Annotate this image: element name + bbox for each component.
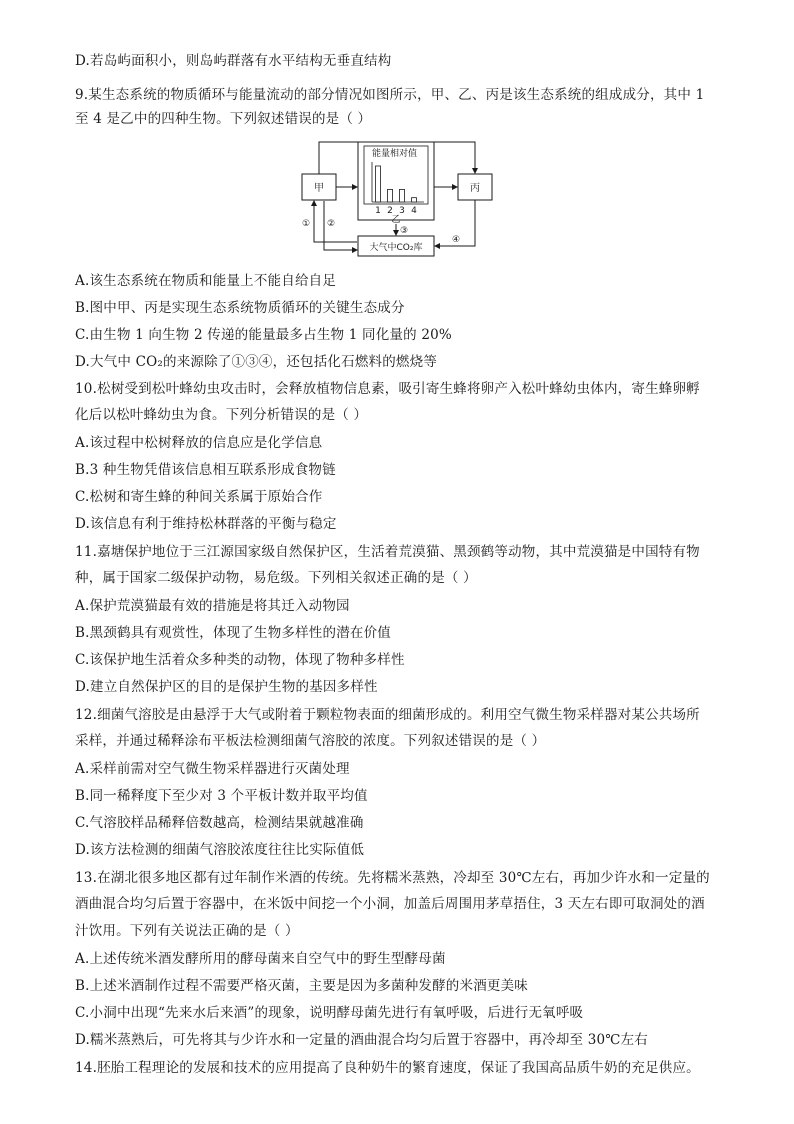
text-line: 14.胚胎工程理论的发展和技术的应用提高了良种奶牛的繁育速度，保证了我国高品质牛奶的充足供应。	[75, 1060, 700, 1076]
text-line: 化后以松叶蜂幼虫为食。下列分析错误的是（ ）	[75, 407, 368, 423]
arrow-2-label: ②	[327, 219, 336, 229]
text-line: D.该信息有利于维持松林群落的平衡与稳定	[75, 516, 337, 532]
text-line: C.松树和寄生蜂的种间关系属于原始合作	[75, 489, 323, 505]
text-line: C.小洞中出现“先来水后来酒”的现象，说明酵母菌先进行有氧呼吸，后进行无氧呼吸	[75, 1005, 584, 1021]
text-line: 12.细菌气溶胶是由悬浮于大气或附着于颗粒物表面的细菌形成的。利用空气微生物采样器对某公共场所	[75, 707, 700, 723]
energy-bar	[376, 166, 381, 202]
text-line: 种，属于国家二级保护动物，易危级。下列相关叙述正确的是（ ）	[75, 570, 477, 586]
text-line: 至 4 是乙中的四种生物。下列叙述错误的是（ ）	[75, 111, 372, 127]
energy-label: 能量相对值	[372, 149, 418, 159]
energy-bar	[388, 189, 393, 202]
text-line: 9.某生态系统的物质循环与能量流动的部分情况如图所示，甲、乙、丙是该生态系统的组成成分，其中 1	[75, 87, 705, 103]
text-line: C.由生物 1 向生物 2 传递的能量最多占生物 1 同化量的 20%	[75, 327, 452, 343]
bing-label: 丙	[470, 183, 480, 194]
x-tick: 1	[375, 206, 381, 216]
x-tick: 2	[387, 206, 393, 216]
text-line: B.同一稀释度下至少对 3 个平板计数并取平均值	[75, 788, 368, 804]
energy-bar	[400, 189, 405, 202]
text-line: 采样，并通过稀释涂布平板法检测细菌气溶胶的浓度。下列叙述错误的是（ ）	[75, 733, 546, 749]
arrow-1-label: ①	[302, 219, 311, 229]
arrow-4-label: ④	[452, 235, 461, 245]
text-line: A.上述传统米酒发酵所用的酵母菌来自空气中的野生型酵母菌	[75, 951, 446, 967]
text-line: B.图中甲、丙是实现生态系统物质循环的关键生态成分	[75, 300, 405, 316]
text-line: B.上述米酒制作过程不需要严格灭菌，主要是因为多菌种发酵的米酒更美味	[75, 978, 529, 994]
text-line: 汁饮用。下列有关说法正确的是（ ）	[75, 923, 299, 939]
text-line: 酒曲混合均匀后置于容器中，在米饭中间挖一个小洞，加盖后周围用茅草捂住，3 天左右即可取洞处的酒	[75, 896, 705, 912]
text-line: D.建立自然保护区的目的是保护生物的基因多样性	[75, 679, 378, 695]
energy-bar	[412, 198, 417, 202]
text-line: 10.松树受到松叶蜂幼虫攻击时，会释放植物信息素，吸引寄生蜂将卵产入松叶蜂幼虫体内，寄生蜂卵孵	[75, 381, 700, 397]
arrow-3-label: ③	[400, 226, 409, 236]
ecosystem-diagram	[296, 140, 496, 264]
text-line: 13.在湖北很多地区都有过年制作米酒的传统。先将糯米蒸熟，冷却至 30℃左右，再加少许水和一定量的	[75, 870, 710, 886]
x-tick: 4	[411, 206, 417, 216]
text-line: B.黑颈鹤具有观赏性，体现了生物多样性的潜在价值	[75, 625, 392, 641]
text-line: A.该过程中松树释放的信息应是化学信息	[75, 435, 323, 451]
text-line: A.采样前需对空气微生物采样器进行灭菌处理	[75, 761, 350, 777]
text-line: A.保护荒漠猫最有效的措施是将其迁入动物园	[75, 598, 350, 614]
text-line: C.该保护地生活着众多种类的动物，体现了物种多样性	[75, 652, 405, 668]
co2-label: 大气中CO₂库	[369, 243, 423, 253]
text-line: 11.嘉塘保护地位于三江源国家级自然保护区，生活着荒漠猫、黑颈鹤等动物，其中荒漠猫是中国特有物	[75, 544, 700, 560]
yi-label: 乙	[391, 215, 401, 225]
text-line: B.3 种生物凭借该信息相互联系形成食物链	[75, 462, 336, 478]
text-line: D.糯米蒸熟后，可先将其与少许水和一定量的酒曲混合均匀后置于容器中，再冷却至 30℃左右	[75, 1032, 649, 1048]
text-line: D.该方法检测的细菌气溶胶浓度往往比实际值低	[75, 842, 365, 858]
x-tick: 3	[399, 206, 405, 216]
text-line: A.该生态系统在物质和能量上不能自给自足	[75, 273, 337, 289]
text-line: C.气溶胶样品稀释倍数越高，检测结果就越准确	[75, 815, 364, 831]
text-line: D.若岛屿面积小，则岛屿群落有水平结构无垂直结构	[75, 53, 392, 69]
jia-label: 甲	[314, 183, 324, 194]
text-line: D.大气中 CO₂的来源除了①③④，还包括化石燃料的燃烧等	[75, 354, 438, 370]
